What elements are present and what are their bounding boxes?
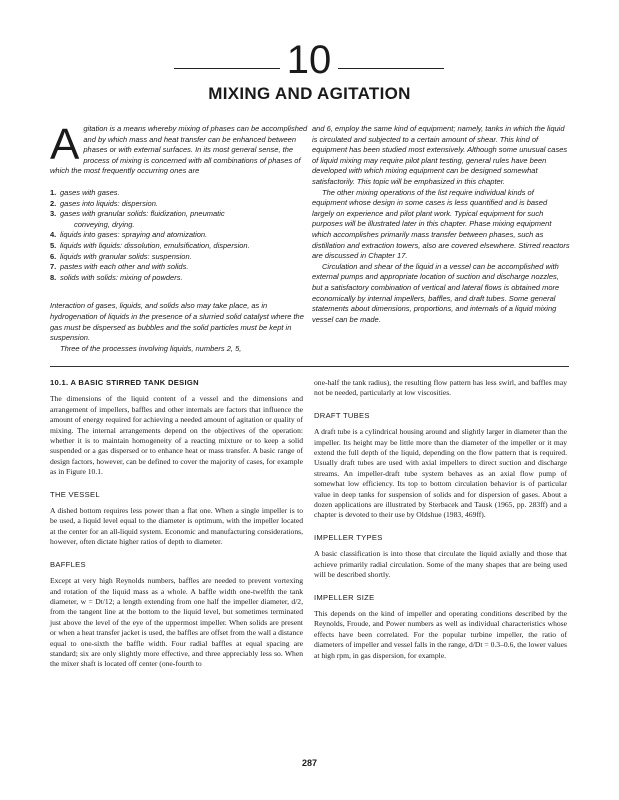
body-paragraph: A basic classification is into those that circulate the liquid axially and those that achieve primarily radial circulation. Some of the many shapes that are being used will be described shortly. (314, 549, 567, 580)
list-item: 2. gases into liquids: dispersion. (50, 198, 158, 208)
chapter-header (0, 38, 619, 103)
body-paragraph: A draft tube is a cylindrical housing around and slightly larger in diameter than the impeller. Its height may be little more than the diameter of the impeller or it may extend the full depth of the liquid, depending on the flow pattern that is required. Usually draft tubes are used with axial impellers to direct suction and discharge streams. An impeller-draft tube system behaves as an axial flow pump of somewhat low efficiency. Its top to bottom circulation behavior is of particular value in deep tanks for suspension of solids and for dispersion of gases. About a dozen applications are illustrated by Sterbacek and Tausk (1965, pp. 283ff) and a chapter is devoted to their use by Oldshue (1983, 469ff). (314, 427, 567, 520)
intro-paragraph-6: Circulation and shear of the liquid in a vessel can be accomplished with external pumps and appropriate location of suction and discharge nozzles, but a satisfactory combination of vertical and lateral flows is obtained more economically by internal impellers, baffles, and draft tubes. Some general statements about dimensions, proportions, and internals of a liquid mixing vessel can be made. (312, 261, 560, 324)
body-paragraph: The dimensions of the liquid content of a vessel and the dimensions and arrangement of impellers, baffles and other internals are factors that influence the amount of energy required for achieving a needed amount of agitation or quality of mixing. The internal arrangements depend on the objectives of the operation: whether it is to maintain homogeneity of a reacting mixture or to keep a solid suspended or a gas dispersed or to enhance heat or mass transfer. A basic range of design factors, however, can be defined to cover the majority of cases, for example as in Figure 10.1. (50, 394, 303, 477)
list-item: 6. liquids with granular solids: suspension. (50, 251, 192, 261)
list-item: 7. pastes with each other and with solids. (50, 262, 189, 272)
intro-column-right (312, 124, 570, 325)
list-item: 5. liquids with liquids: dissolution, emulsification, dispersion. (50, 240, 250, 250)
intro-paragraph-4: and 6, employ the same kind of equipment; namely, tanks in which the liquid is circulated and subjected to a certain amount of shear. This kind of equipment has been studied most extensively. Although some unusual cases of liquid mixing may require pilot plant testing, general rules have been developed with which mixing equipment can be designed somewhat satisfactorily. This topic will be emphasized in this chapter. (312, 124, 568, 186)
page-number: 287 (301, 758, 318, 768)
intro-paragraph-5: The other mixing operations of the list require individual kinds of equipment whose design in some cases is less quantified and is based largely on experience and pilot plant work. Typical equipment for such purposes will be illustrated later in this chapter. Phase mixing equipment which accomplishes primarily mass transfer between phases, such as distillation and extraction towers, also are covered elsewhere. Stirred reactors are discussed in Chapter 17. (312, 187, 570, 261)
section-divider (50, 366, 569, 367)
list-item: 1. gases with gases. (50, 187, 120, 197)
header-rule-right (338, 68, 444, 69)
chapter-number: 10 (286, 38, 332, 82)
intro-paragraph-3: Three of the processes involving liquids, numbers 2, 5, (60, 343, 242, 353)
list-item: 8. solids with solids: mixing of powders. (50, 272, 183, 282)
list-item: 3. gases with granular solids: fluidization, pneumatic conveying, drying. (50, 209, 225, 229)
intro-column-left (50, 120, 308, 354)
body-paragraph: Except at very high Reynolds numbers, baffles are needed to prevent vortexing and rotation of the liquid mass as a whole. A baffle width one-twelfth the tank diameter, w = Dt/12; a length extending from one half the impeller diameter, d/2, from the tangent line at the bottom to the liquid level, but sometimes terminated just above the level of the eye of the uppermost impeller. When solids are present or when a heat transfer jacket is used, the baffles are offset from the wall a distance equal to one-sixth the baffle width. Four radial baffles at equal spacing are standard; six are only slightly more effective, and three appreciably less so. When the mixer shaft is located off center (one-fourth to (50, 576, 303, 669)
mixing-phases-list (50, 188, 308, 283)
body-column-left (50, 378, 303, 670)
intro-paragraph-2: Interaction of gases, liquids, and solids also may take place, as in hydrogenation of liquids in the presence of a slurried solid catalyst where the gas must be dispersed as bubbles and the solid particles must be kept in suspension. (50, 301, 304, 343)
body-paragraph: A dished bottom requires less power than a flat one. When a single impeller is to be used, a liquid level equal to the diameter is optimum, with the impeller located at the center for an all-liquid system. Economic and manufacturing considerations, however, often dictate higher ratios of depth to diameter. (50, 506, 303, 547)
subheading-draft-tubes: DRAFT TUBES (314, 410, 370, 420)
header-rule-left (174, 68, 280, 69)
body-column-right (314, 378, 567, 661)
body-paragraph: one-half the tank radius), the resulting flow pattern has less swirl, and baffles may not be needed, particularly at low viscosities. (314, 378, 567, 398)
subheading-impeller-size: IMPELLER SIZE (314, 592, 375, 602)
subheading-impeller-types: IMPELLER TYPES (314, 532, 383, 542)
drop-cap: A (50, 120, 80, 169)
section-heading-10-1: 10.1. A BASIC STIRRED TANK DESIGN (50, 378, 199, 387)
subheading-baffles: BAFFLES (50, 559, 86, 569)
subheading-vessel: THE VESSEL (50, 489, 100, 499)
intro-paragraph-1: Agitation is a means whereby mixing of phases can be accomplished and by which mass and heat transfer can be enhanced between phases or with external surfaces. In its most general sense, the process of mixing is concerned with all combinations of phases of which the most frequently occurring ones are (50, 120, 308, 176)
body-paragraph: This depends on the kind of impeller and operating conditions described by the Reynolds, Froude, and Power numbers as well as individual characteristics whose effects have been correlated. For the popular turbine impeller, the ratio of diameters of impeller and vessel falls in the range, d/Dt = 0.3–0.6, the lower values at high rpm, in gas dispersion, for example. (314, 608, 567, 660)
chapter-title: MIXING AND AGITATION (208, 84, 411, 103)
list-item: 4. liquids into gases: spraying and atomization. (50, 230, 208, 240)
